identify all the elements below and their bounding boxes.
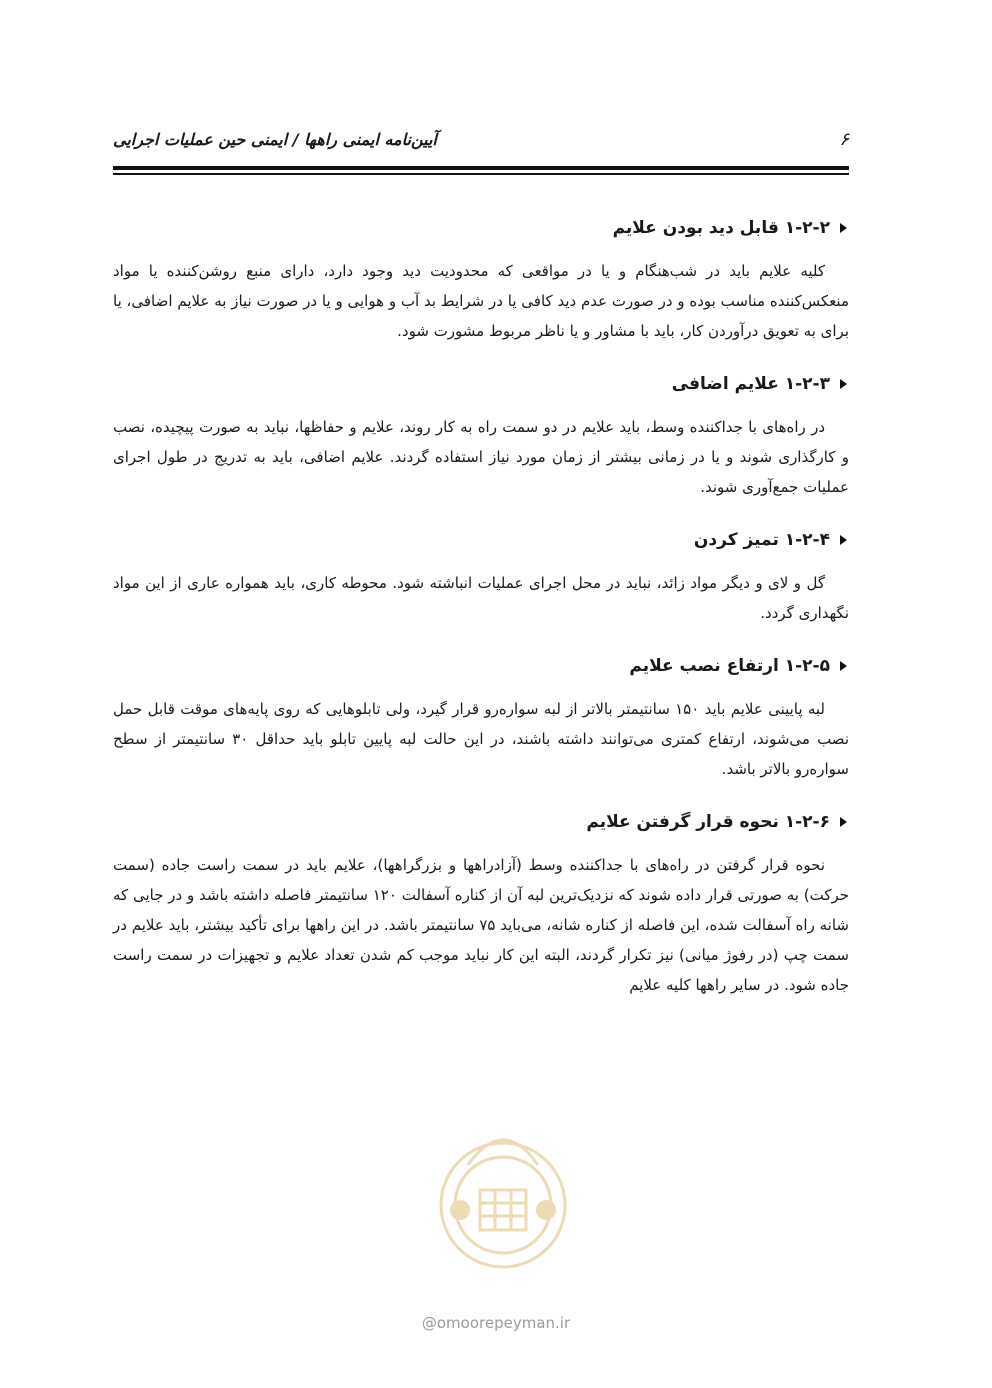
page-header [113, 124, 849, 154]
section-paragraph: کلیه علایم باید در شب‌هنگام و یا در مواقعی که محدودیت دید وجود دارد، دارای منبع روشن‌کننده یا مواد منعکس‌کننده مناسب بوده و در صورت عدم دید کافی یا در شرایط بد آب و هوایی و یا در صورت نیاز به علایم اضافی، یا برای به تعویق درآوردن کار، باید با مشاور و یا ناظر مربوط مشورت شود. [113, 262, 849, 340]
triangle-bullet-icon [840, 379, 847, 389]
section-heading [113, 364, 849, 404]
section-sign-height [113, 646, 849, 784]
watermark-url: @omoorepeyman.ir [421, 1314, 571, 1332]
section-heading-text: ۱-۲-۶ نحوه قرار گرفتن علایم [586, 812, 830, 832]
page-body [113, 208, 849, 1018]
section-paragraph: در راه‌های با جداکننده وسط، باید علایم در دو سمت راه به کار روند، علایم و حفاظها، نباید به صورت پیچیده، نصب و کارگذاری شوند و یا در زمانی بیشتر از زمان مورد نیاز استفاده گردند. علایم اضافی، باید به تدریج در طول اجرای عملیات جمع‌آوری شوند. [113, 418, 849, 496]
section-additional-signs [113, 364, 849, 502]
section-paragraph: لبه پایینی علایم باید ۱۵۰ سانتیمتر بالاتر از لبه سواره‌رو قرار گیرد، ولی تابلوهایی که روی پایه‌های موقت قابل حمل نصب می‌شوند، ارتفاع کمتری می‌توانند داشته باشند، در این حالت لبه پایین تابلو باید حداقل ۳۰ سانتیمتر از سطح سواره‌رو بالاتر باشد. [113, 700, 849, 778]
section-paragraph: گل و لای و دیگر مواد زائد، نباید در محل اجرای عملیات انباشته شود. محوطه کاری، باید همواره عاری از این مواد نگهداری گردد. [113, 574, 849, 622]
section-sign-placement [113, 802, 849, 1000]
header-rule-thick [113, 166, 849, 170]
triangle-bullet-icon [840, 535, 847, 545]
section-heading-text: ۱-۲-۵ ارتفاع نصب علایم [629, 656, 830, 676]
header-rule-thin [113, 173, 849, 175]
section-paragraph: نحوه قرار گرفتن در راه‌های با جداکننده وسط (آزادراهها و بزرگراهها)، علایم باید در سمت راست جاده (سمت حرکت) به صورتی قرار داده شوند که نزدیک‌ترین لبه آن از کناره آسفالت ۱۲۰ سانتیمتر فاصله داشته باشد و در جایی که شانه راه آسفالت شده، این فاصله از کناره شانه، می‌باید ۷۵ سانتیمتر باشد. در این راهها برای تأکید بیشتر، باید علایم در سمت چپ (در رفوژ میانی) نیز تکرار گردند، البته این کار نباید موجب کم شدن تعداد علایم و تجهیزات در سمت راست جاده شود. در سایر راهها کلیه علایم [113, 856, 850, 994]
section-heading-text: ۱-۲-۳ علایم اضافی [671, 374, 830, 394]
triangle-bullet-icon [840, 223, 847, 233]
section-heading [113, 802, 849, 842]
section-heading-text: ۱-۲-۴ تمیز کردن [693, 530, 830, 550]
section-cleaning [113, 520, 849, 628]
section-heading [113, 208, 849, 248]
triangle-bullet-icon [840, 661, 847, 671]
section-heading-text: ۱-۲-۲ قابل دید بودن علایم [612, 218, 830, 238]
section-heading [113, 520, 849, 560]
watermark-seal-icon [428, 1095, 578, 1285]
section-visibility-of-signs [113, 208, 849, 346]
triangle-bullet-icon [840, 817, 847, 827]
section-heading [113, 646, 849, 686]
page-number: ۶ [839, 128, 849, 150]
running-title: آیین‌نامه ایمنی راهها / ایمنی حین عملیات اجرایی [113, 129, 437, 149]
